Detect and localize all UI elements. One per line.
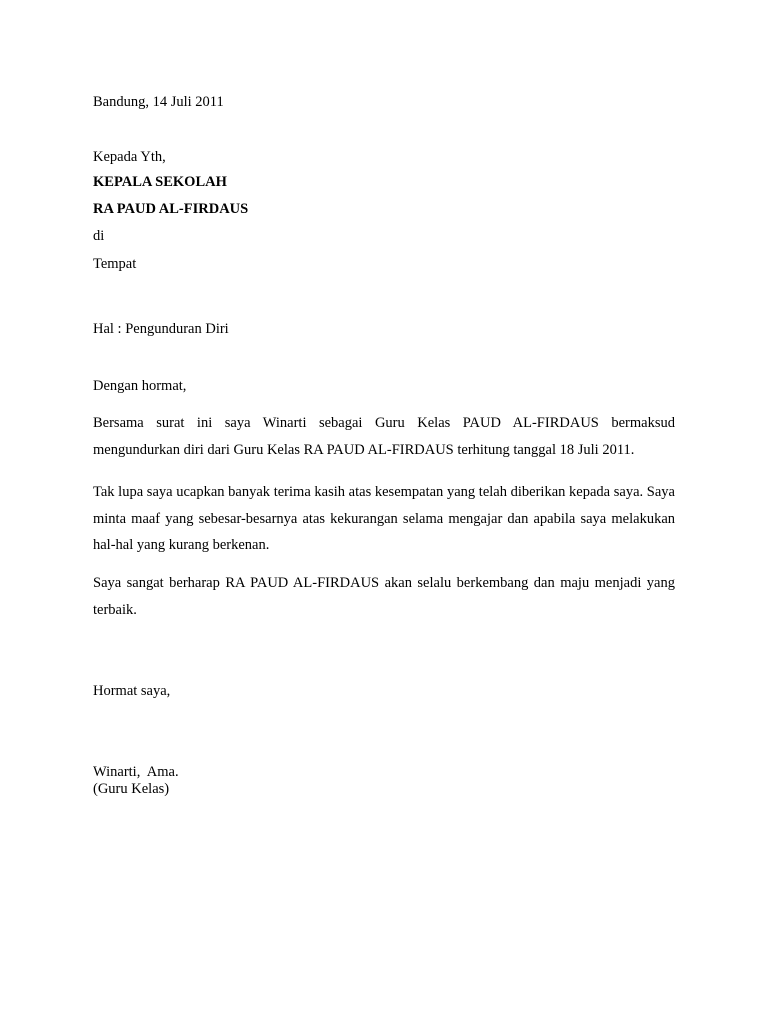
recipient-location: Tempat: [93, 256, 137, 272]
place-date: Bandung, 14 Juli 2011: [93, 94, 224, 110]
recipient-title: KEPALA SEKOLAH: [93, 174, 227, 190]
recipient-at: di: [93, 228, 105, 244]
letter-greeting: Dengan hormat,: [93, 378, 187, 394]
recipient-salutation: Kepada Yth,: [93, 149, 166, 165]
recipient-institution: RA PAUD AL-FIRDAUS: [93, 201, 249, 217]
signer-name: Winarti, Ama.: [93, 764, 179, 780]
body-paragraph-1: Bersama surat ini saya Winarti sebagai Guru Kelas PAUD AL-FIRDAUS bermaksud mengundurkan diri dari Guru Kelas RA PAUD AL-FIRDAUS terhitung tanggal 18 Juli 2011.: [93, 415, 675, 458]
body-paragraph-3: Saya sangat berharap RA PAUD AL-FIRDAUS akan selalu berkembang dan maju menjadi yang terbaik.: [93, 575, 675, 618]
letter-closing: Hormat saya,: [93, 683, 171, 699]
signer-role: (Guru Kelas): [93, 781, 170, 797]
body-paragraph-2: Tak lupa saya ucapkan banyak terima kasih atas kesempatan yang telah diberikan kepada saya. Saya minta maaf yang sebesar-besarnya atas kekurangan selama mengajar dan apabila saya melakukan hal-hal yang kurang berkenan.: [93, 484, 675, 553]
letter-page: [93, 0, 675, 1024]
letter-subject: Hal : Pengunduran Diri: [93, 321, 229, 337]
